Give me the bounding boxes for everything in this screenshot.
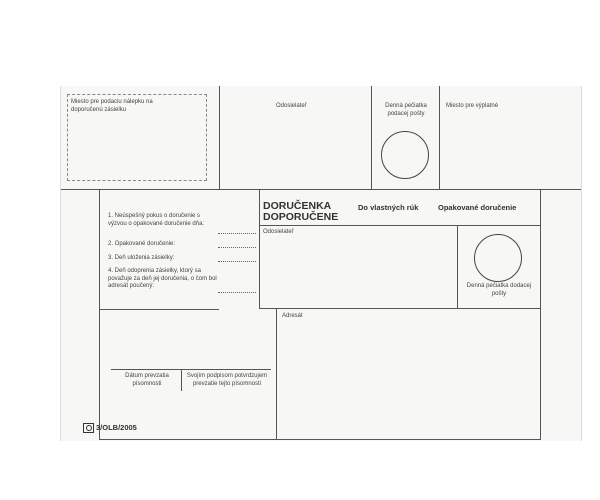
card-top-line (99, 189, 541, 190)
list-item-2: 2. Opakované doručenie: (108, 241, 176, 247)
card-title-2: DOPORUČENE (263, 211, 339, 223)
card-header-line (259, 225, 540, 226)
card-title-1: DORUČENKA (263, 200, 332, 212)
received-date-label: Dátum prevzatia písomnosti (125, 373, 169, 387)
list-item-1-line (218, 233, 256, 234)
top-sender-label: Odosielateľ (276, 103, 307, 109)
left-outer-vertical (99, 189, 100, 309)
card-left-line (259, 189, 260, 309)
top-divider-2 (371, 86, 372, 190)
card-addressee-line (276, 308, 277, 440)
own-hands-label: Do vlastných rúk (358, 203, 419, 212)
post-logo-icon (83, 423, 94, 433)
top-divider-3 (439, 86, 440, 190)
card-stamp-label: Denná pečiatka dodacej pošty (466, 283, 532, 297)
card-bottom-line (99, 439, 541, 440)
list-item-4: 4. Deň odoprenia zásielky, ktorý sa považuje za deň jej doručenia, o čom bol adresát poučený: (108, 268, 217, 289)
card-sender-bottom (259, 308, 540, 309)
top-divider-1 (219, 86, 220, 190)
repeat-delivery-label: Opakované doručenie (438, 203, 517, 212)
list-item-3-line (218, 261, 256, 262)
payment-label: Miesto pre výplatné (446, 103, 499, 109)
list-item-4-line (218, 292, 256, 293)
top-stamp-circle (381, 131, 429, 179)
addressee-label: Adresát (282, 313, 303, 319)
top-stamp-label: Denná pečiatka podacej pošty (385, 103, 427, 117)
left-lower-vertical (99, 309, 100, 440)
card-stamp-circle (474, 234, 522, 282)
card-right-line (540, 189, 541, 439)
delivery-form (60, 86, 582, 441)
receipt-top-line (111, 369, 271, 370)
form-code (83, 423, 137, 433)
signature-label: Svojím podpisom potvrdzujem prevzatie tejto písomnosti (186, 373, 268, 387)
receipt-divider (181, 369, 182, 391)
sticker-label: Miesto pre podaciu nálepku na doporučenú zásielku (71, 99, 153, 113)
card-sender-label: Odosielateľ (263, 229, 294, 235)
left-outer-bottom (99, 309, 219, 310)
form-code-text: 3/OLB/2005 (96, 423, 137, 432)
list-item-3: 3. Deň uloženia zásielky: (108, 255, 175, 261)
list-item-2-line (218, 247, 256, 248)
card-stamp-divider (457, 225, 458, 309)
list-item-1: 1. Neúspešný pokus o doručenie s výzvou o opakované doručenie dňa: (108, 213, 205, 227)
